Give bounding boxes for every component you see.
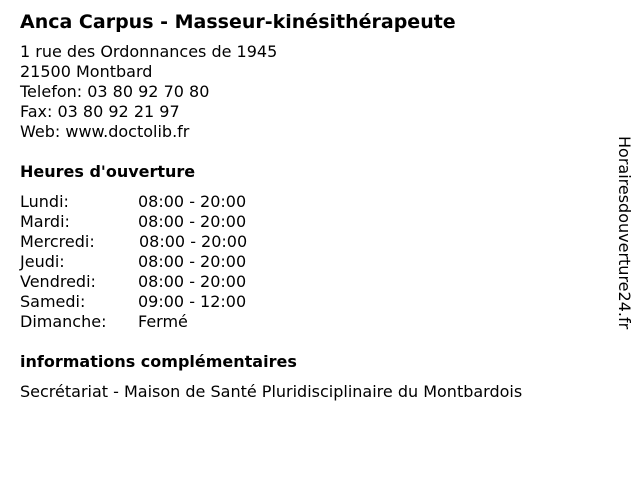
time-value: 08:00 - 20:00	[139, 232, 248, 251]
watermark-container	[612, 136, 636, 371]
time-value: 08:00 - 20:00	[138, 252, 247, 271]
day-label: Jeudi:	[20, 252, 65, 271]
hours-row-thursday	[20, 252, 600, 272]
business-card	[20, 9, 600, 402]
day-label: Lundi:	[20, 192, 69, 211]
time-value: 08:00 - 20:00	[138, 272, 247, 291]
time-value: 08:00 - 20:00	[138, 192, 247, 211]
day-label: Dimanche:	[20, 312, 107, 331]
info-text: Secrétariat - Maison de Santé Pluridisciplinaire du Montbardois	[20, 382, 523, 401]
business-title: Anca Carpus - Masseur-kinésithérapeute	[20, 11, 456, 33]
time-value: 08:00 - 20:00	[138, 212, 247, 231]
day-label: Mardi:	[20, 212, 70, 231]
phone-line[interactable]: Telefon: 03 80 92 70 80	[20, 82, 210, 101]
time-value: 09:00 - 12:00	[138, 292, 247, 311]
hours-row-wednesday	[20, 232, 600, 252]
address-line-2: 21500 Montbard	[20, 62, 153, 81]
address-line-1: 1 rue des Ordonnances de 1945	[20, 42, 278, 61]
website-line[interactable]: Web: www.doctolib.fr	[20, 122, 190, 141]
day-label: Mercredi:	[20, 232, 95, 251]
site-watermark: Horairesdouverture24.fr	[615, 136, 634, 330]
day-label: Samedi:	[20, 292, 86, 311]
hours-table	[20, 192, 600, 332]
contact-block	[20, 42, 600, 142]
hours-row-friday	[20, 272, 600, 292]
info-title: informations complémentaires	[20, 352, 297, 371]
hours-row-monday	[20, 192, 600, 212]
day-label: Vendredi:	[20, 272, 96, 291]
hours-row-saturday	[20, 292, 600, 312]
hours-row-sunday	[20, 312, 600, 332]
time-value: Fermé	[138, 312, 188, 331]
hours-row-tuesday	[20, 212, 600, 232]
fax-line: Fax: 03 80 92 21 97	[20, 102, 180, 121]
hours-title: Heures d'ouverture	[20, 162, 196, 181]
